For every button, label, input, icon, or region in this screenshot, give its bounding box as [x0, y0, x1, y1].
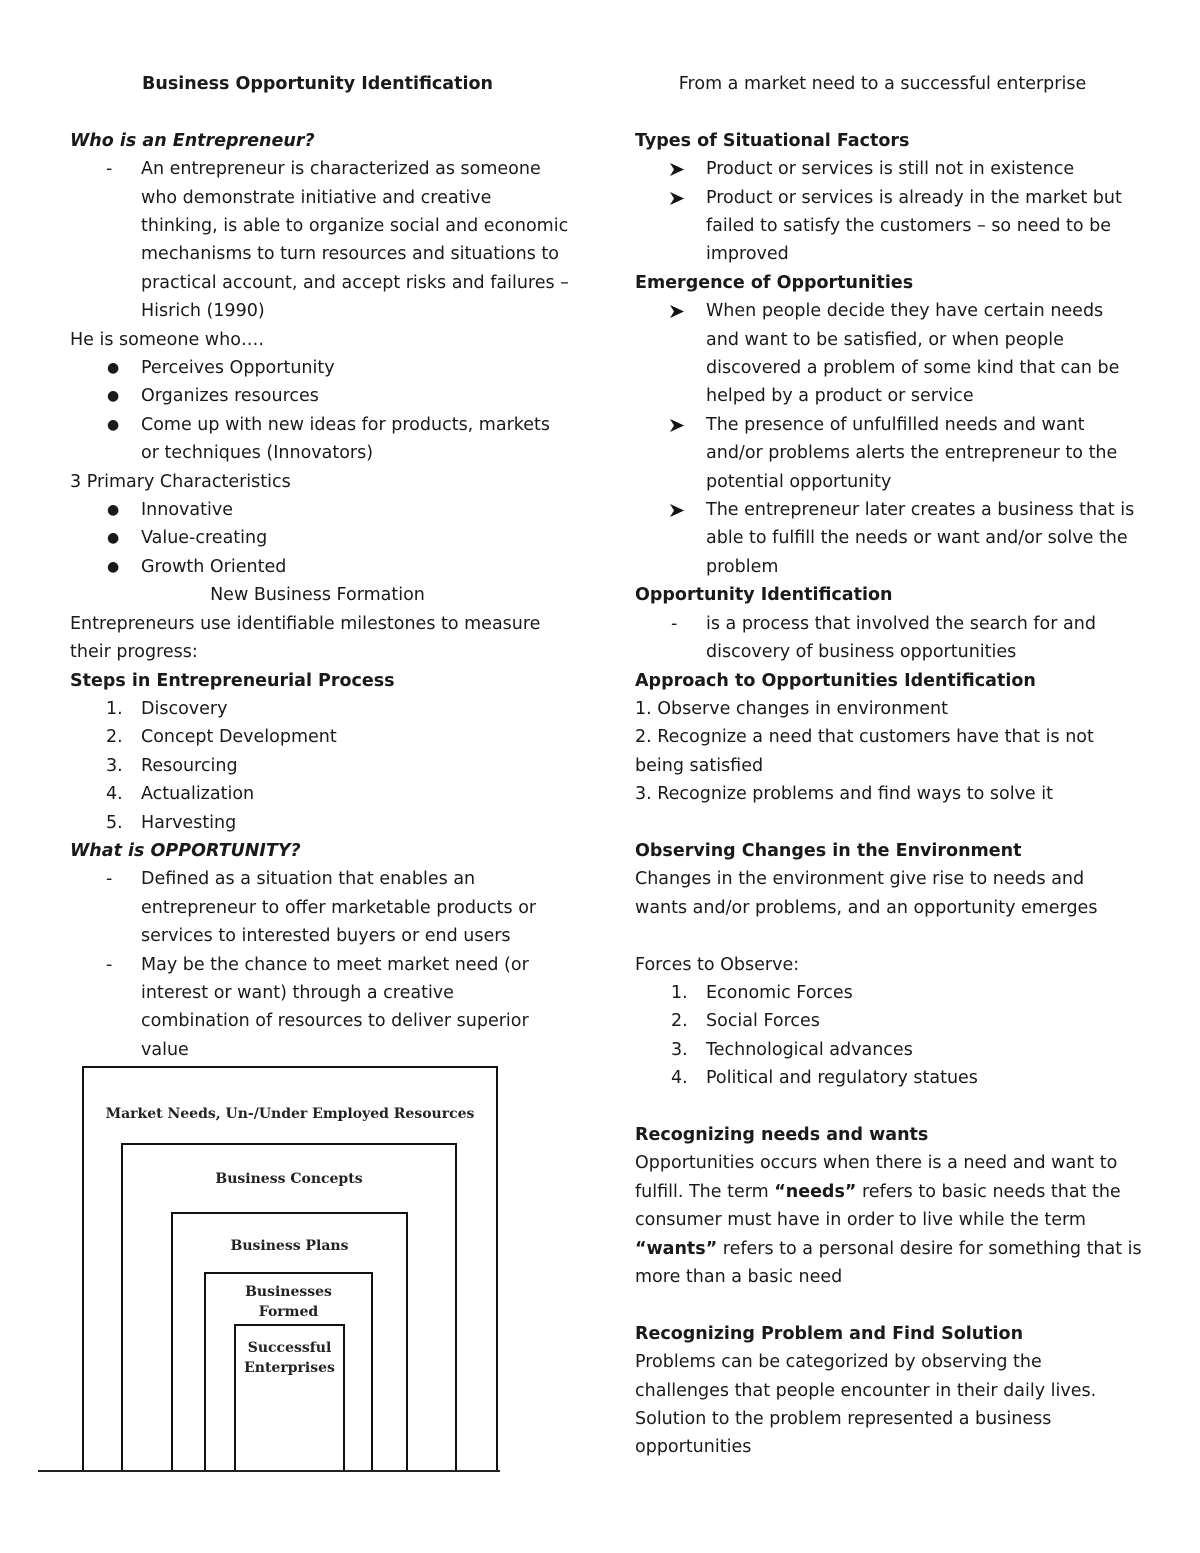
- arrowhead-icon: [669, 496, 699, 518]
- list-item-text: Concept Development: [141, 727, 337, 748]
- list-item: [70, 155, 570, 325]
- diagram-label-line: Formed: [258, 1304, 319, 1320]
- list-item: [70, 382, 570, 410]
- list-item: [70, 951, 570, 1065]
- bullet-icon: ●: [107, 558, 120, 575]
- problem-text: Solution to the problem represented a business: [635, 1409, 1052, 1430]
- wants-term: “wants”: [635, 1238, 718, 1259]
- list-item-text: able to fulfill the needs or want and/or solve the: [706, 528, 1128, 549]
- list-item-text: problem: [706, 556, 779, 577]
- list-item: [635, 1064, 1145, 1092]
- diagram-label-line: Successful: [247, 1340, 332, 1356]
- diagram-label-line: Enterprises: [244, 1360, 335, 1376]
- list-item-text: Resourcing: [141, 755, 238, 776]
- list-item-text: Value-creating: [141, 528, 268, 549]
- list-item-text: and want to be satisfied, or when people: [706, 329, 1064, 350]
- list-item-text: Political and regulatory statues: [706, 1068, 978, 1089]
- someone-list: [70, 354, 570, 468]
- list-number: 1.: [106, 698, 123, 719]
- who-heading: Who is an Entrepreneur?: [70, 130, 315, 151]
- list-number: 1.: [671, 982, 688, 1003]
- approach-heading: Approach to Opportunities Identification: [635, 670, 1036, 691]
- definition-line: practical account, and accept risks and failures –: [141, 272, 569, 293]
- definition-line: services to interested buyers or end users: [141, 926, 511, 947]
- forces-list: [635, 979, 1145, 1093]
- approach-item: being satisfied: [635, 755, 764, 776]
- list-item-text: potential opportunity: [706, 471, 892, 492]
- arrowhead-icon: [669, 184, 699, 206]
- list-item-text: helped by a product or service: [706, 386, 974, 407]
- list-item: [70, 496, 570, 524]
- needs-text: [635, 1235, 1145, 1263]
- list-item-text: discovered a problem of some kind that can be: [706, 358, 1120, 379]
- definition-line: is a process that involved the search for and: [706, 613, 1096, 634]
- diagram-baseline: [38, 1470, 500, 1472]
- diagram-label-business-plans: Business Plans: [230, 1238, 349, 1254]
- list-item-text: and/or problems alerts the entrepreneur to the: [706, 443, 1118, 464]
- arrowhead-icon: [669, 411, 699, 433]
- steps-heading: Steps in Entrepreneurial Process: [70, 670, 395, 691]
- approach-item: 1. Observe changes in environment: [635, 698, 948, 719]
- list-number: 3.: [671, 1039, 688, 1060]
- list-item-text: Social Forces: [706, 1011, 820, 1032]
- list-item-text: Harvesting: [141, 812, 237, 833]
- someone-intro: He is someone who….: [70, 329, 264, 350]
- definition-line: May be the chance to meet market need (or: [141, 954, 529, 975]
- formation-text: Entrepreneurs use identifiable milestones to measure: [70, 613, 541, 634]
- dash-marker: -: [106, 869, 113, 890]
- list-item-text: failed to satisfy the customers – so need to be: [706, 216, 1112, 237]
- enterprise-funnel-diagram: [80, 1064, 500, 1474]
- diagram-label-businesses-formed: [206, 1282, 371, 1322]
- right-column: [635, 70, 1145, 1462]
- left-column: [70, 70, 570, 1064]
- diagram-box-successful-enterprises: [234, 1324, 345, 1472]
- needs-text-part: fulfill. The term: [635, 1181, 775, 1202]
- formation-title: New Business Formation: [210, 585, 425, 606]
- list-item: [635, 155, 1145, 183]
- observing-text: Changes in the environment give rise to needs and: [635, 869, 1085, 890]
- document-title: Business Opportunity Identification: [142, 74, 493, 94]
- list-item: [70, 723, 570, 751]
- needs-text-part: refers to a personal desire for something that is: [717, 1238, 1142, 1259]
- dash-marker: -: [671, 613, 678, 634]
- situational-list: [635, 155, 1145, 269]
- diagram-label-line: Businesses: [245, 1284, 332, 1300]
- list-item-text: Technological advances: [706, 1039, 913, 1060]
- steps-list: [70, 695, 570, 837]
- needs-term: “needs”: [774, 1181, 857, 1202]
- definition-line: Defined as a situation that enables an: [141, 869, 476, 890]
- list-item: [70, 524, 570, 552]
- needs-heading: Recognizing needs and wants: [635, 1124, 929, 1145]
- definition-line: discovery of business opportunities: [706, 642, 1017, 663]
- definition-line: mechanisms to turn resources and situations to: [141, 244, 559, 265]
- arrowhead-icon: [669, 297, 699, 319]
- list-number: 4.: [106, 784, 123, 805]
- problem-text: opportunities: [635, 1437, 752, 1458]
- list-item-text: The presence of unfulfilled needs and want: [706, 414, 1085, 435]
- definition-line: An entrepreneur is characterized as someone: [141, 159, 541, 180]
- diagram-label-successful-enterprises: [236, 1338, 343, 1378]
- problem-heading: Recognizing Problem and Find Solution: [635, 1323, 1024, 1344]
- characteristics-list: [70, 496, 570, 581]
- list-item-text: Perceives Opportunity: [141, 358, 335, 379]
- definition-line: entrepreneur to offer marketable products or: [141, 897, 537, 918]
- needs-text: Opportunities occurs when there is a need and want to: [635, 1153, 1118, 1174]
- bullet-icon: ●: [107, 388, 120, 405]
- list-item-text: improved: [706, 244, 789, 265]
- list-item: [635, 1007, 1145, 1035]
- list-number: 2.: [671, 1011, 688, 1032]
- list-number: 3.: [106, 755, 123, 776]
- document-subtitle: From a market need to a successful enterprise: [678, 74, 1087, 94]
- definition-line: thinking, is able to organize social and economic: [141, 216, 569, 237]
- forces-intro: Forces to Observe:: [635, 954, 800, 975]
- formation-text: their progress:: [70, 642, 198, 663]
- list-item: [635, 297, 1145, 411]
- arrowhead-icon: [669, 155, 699, 177]
- problem-text: Problems can be categorized by observing the: [635, 1352, 1042, 1373]
- list-item: [70, 865, 570, 950]
- list-item-text: Discovery: [141, 698, 228, 719]
- bullet-icon: ●: [107, 502, 120, 519]
- dash-marker: -: [106, 954, 113, 975]
- needs-text: consumer must have in order to live while the term: [635, 1210, 1086, 1231]
- list-number: 2.: [106, 727, 123, 748]
- needs-text: more than a basic need: [635, 1267, 843, 1287]
- definition-line: interest or want) through a creative: [141, 982, 454, 1003]
- list-item-text: The entrepreneur later creates a business that is: [706, 500, 1135, 521]
- opportunity-heading: What is OPPORTUNITY?: [70, 840, 301, 861]
- dash-marker: -: [106, 159, 113, 180]
- diagram-label-market-needs: Market Needs, Un-/Under Employed Resources: [105, 1106, 475, 1122]
- list-item-text: Growth Oriented: [141, 556, 287, 577]
- observing-text: wants and/or problems, and an opportunity emerges: [635, 897, 1098, 918]
- list-item-text: Economic Forces: [706, 982, 853, 1003]
- definition-line: combination of resources to deliver superior: [141, 1011, 529, 1032]
- identification-heading: Opportunity Identification: [635, 585, 893, 606]
- bullet-icon: ●: [107, 530, 120, 547]
- bullet-icon: ●: [107, 416, 120, 433]
- list-item: [635, 411, 1145, 496]
- list-item: [635, 979, 1145, 1007]
- diagram-label-business-concepts: Business Concepts: [215, 1171, 363, 1187]
- situational-heading: Types of Situational Factors: [635, 130, 910, 151]
- list-item: [70, 780, 570, 808]
- needs-text-part: refers to basic needs that the: [856, 1181, 1121, 1202]
- list-item: [70, 809, 570, 837]
- list-item-text: When people decide they have certain needs: [706, 301, 1104, 322]
- list-item-text: Organizes resources: [141, 386, 319, 407]
- list-item-text: Innovative: [141, 500, 233, 521]
- who-definition: [70, 155, 570, 325]
- approach-item: 2. Recognize a need that customers have that is not: [635, 727, 1094, 748]
- definition-line: value: [141, 1039, 189, 1060]
- characteristics-intro: 3 Primary Characteristics: [70, 471, 291, 492]
- emergence-heading: Emergence of Opportunities: [635, 272, 914, 293]
- list-item: [70, 553, 570, 581]
- list-item: [635, 184, 1145, 269]
- approach-item: 3. Recognize problems and find ways to solve it: [635, 784, 1053, 805]
- list-item: [70, 411, 570, 468]
- list-item-text: Come up with new ideas for products, markets: [141, 414, 551, 435]
- list-item: [70, 752, 570, 780]
- definition-line: who demonstrate initiative and creative: [141, 187, 492, 208]
- list-item: [635, 1036, 1145, 1064]
- problem-text: challenges that people encounter in their daily lives.: [635, 1380, 1097, 1401]
- list-item: [635, 496, 1145, 581]
- list-item: [70, 695, 570, 723]
- needs-text: [635, 1178, 1145, 1206]
- list-item: [635, 610, 1145, 667]
- list-item: [70, 354, 570, 382]
- definition-line: Hisrich (1990): [141, 301, 265, 322]
- list-number: 5.: [106, 812, 123, 833]
- list-item-text: Product or services is already in the market but: [706, 187, 1122, 208]
- list-item-text: Actualization: [141, 784, 255, 805]
- emergence-list: [635, 297, 1145, 581]
- list-number: 4.: [671, 1068, 688, 1089]
- observing-heading: Observing Changes in the Environment: [635, 840, 1022, 861]
- list-item-text: or techniques (Innovators): [141, 443, 374, 464]
- opportunity-definition: [70, 865, 570, 1064]
- list-item-text: Product or services is still not in existence: [706, 159, 1075, 180]
- bullet-icon: ●: [107, 360, 120, 377]
